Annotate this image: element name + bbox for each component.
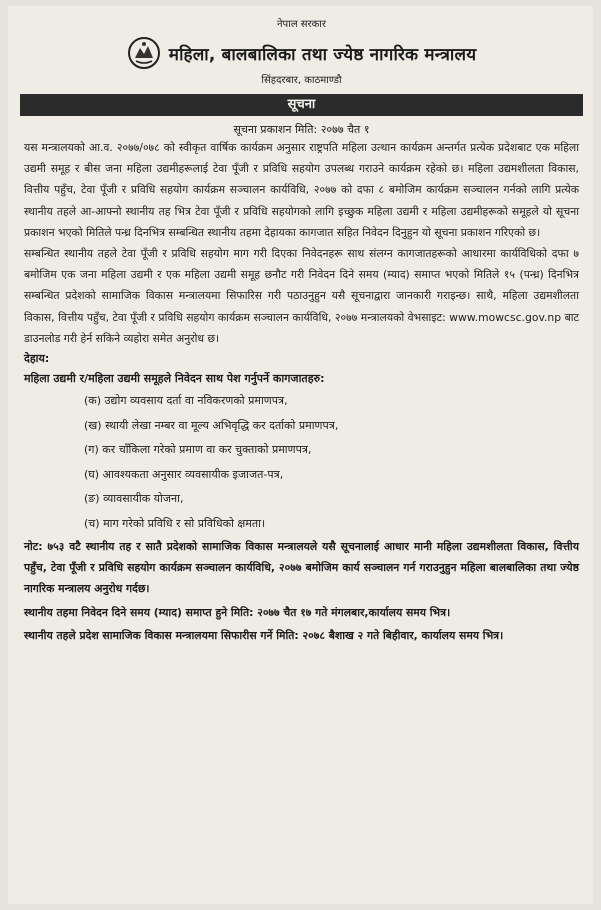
document-item: (ङ) व्यावसायीक योजना,: [84, 492, 184, 506]
ministry-header: [24, 36, 579, 70]
paragraph-recommendation: सम्बन्धित स्थानीय तहले टेवा पूँजी र प्रविधि सहयोग माग गरी दिएका निवेदनहरू साथ संलग्न कागजातहरूको आधारमा कार्यविधिको दफा ७ बमोजिम एक जना महिला उद्यमी र एक महिला उद्यमी समूह छनौट गरी निवेदन दिने समय (म्याद) समाप्त भएको मितिले १५ (पन्ध्र) दिनभित्र सम्बन्धित प्रदेशको सामाजिक विकास मन्त्रालयमा सिफारिस गरी पठाउनुहुन यसै सूचनाद्वारा जानकारी गराइन्छ। साथै, महिला उद्यमशीलता विकास, वित्तीय पहुँच, टेवा पूँजी र प्रविधि सहयोग कार्यक्रम सञ्चालन कार्यविधि, २०७७ मन्त्रालयको वेभसाइट: www.mowcsc.gov.np बाट डाउनलोड गरी हेर्न सकिने व्यहोरा समेत अनुरोध छ।: [24, 247, 579, 345]
document-item: (क) उद्योग व्यवसाय दर्ता वा नविकरणको प्रमाणपत्र,: [84, 394, 288, 408]
note-paragraph: नोट: ७५३ वटै स्थानीय तह र सातै प्रदेशको सामाजिक विकास मन्त्रालयले यसै सूचनालाई आधार मानी महिला उद्यमशीलता विकास, वित्तीय पहुँच, टेवा पूँजी र प्रविधि सहयोग कार्यक्रम सञ्चालन कार्यविधि, २०७७ बमोजिम कार्य सञ्चालन गर्न गराउनुहुन महिला बालबालिका तथा ज्येष्ठ नागरिक मन्त्रालय अनुरोध गर्दछ।: [24, 540, 579, 596]
document-item: (ख) स्थायी लेखा नम्बर वा मूल्य अभिवृद्धि कर दर्ताको प्रमाणपत्र,: [84, 418, 339, 432]
deadline-province: स्थानीय तहले प्रदेश सामाजिक विकास मन्त्रालयमा सिफारीस गर्ने मिति: २०७८ बैशाख २ गते बिहीवार, कार्यालय समय भित्र।: [24, 628, 504, 642]
notice-title: सूचना: [20, 94, 583, 116]
ministry-name: महिला, बालबालिका तथा ज्येष्ठ नागरिक मन्त्रालय: [168, 44, 477, 65]
paragraph-intro: यस मन्त्रालयको आ.व. २०७७/०७८ को स्वीकृत वार्षिक कार्यक्रम अनुसार राष्ट्रपति महिला उत्थान कार्यक्रम अन्तर्गत प्रत्येक प्रदेशबाट एक महिला उद्यमी समूह र बीस जना महिला उद्यमीहरूलाई टेवा पूँजी र प्रविधि सहयोग उपलब्ध गराउने कार्यक्रम रहेको छ। महिला उद्यमशीलता विकास, वित्तीय पहुँच, टेवा पूँजी र प्रविधि सहयोग कार्यक्रम सञ्चालन कार्यविधि, २०७७ को दफा ८ बमोजिम कार्यक्रम सञ्चालन गर्नको लागि प्रत्येक स्थानीय तहले आ-आफ्नो स्थानीय तह भित्र टेवा पूँजी र प्रविधि सहयोगको लागि इच्छुक महिला उद्यमी र महिला उद्यमीहरूको समूहले यो सूचना प्रकाशन भएको मितिले पन्ध्र दिनभित्र सम्बन्धित स्थानीय तहमा देहायका कागजात सहित निवेदन दिनुहुन यो सूचना प्रकाशन गरिएको छ।: [24, 141, 579, 239]
documents-heading: महिला उद्यमी र/महिला उद्यमी समूहले निवेदन साथ पेश गर्नुपर्ने कागजातहरु:: [24, 372, 325, 386]
publish-date: सूचना प्रकाशन मिति: २०७७ चैत १: [233, 123, 370, 136]
document-item: (ग) कर चाँकिला गरेको प्रमाण वा कर चुक्ताको प्रमाणपत्र,: [84, 443, 312, 457]
government-name: नेपाल सरकार: [277, 19, 326, 30]
nepal-emblem-icon: [127, 36, 161, 70]
notice-sheet: [8, 6, 593, 904]
deadline-local: स्थानीय तहमा निवेदन दिने समय (म्याद) समाप्त हुने मिति: २०७७ चैत १७ गते मंगलबार,कार्यालय समय भित्र।: [24, 605, 451, 619]
document-item: (घ) आवश्यकता अनुसार व्यवसायीक इजाजत-पत्र,: [84, 467, 284, 481]
dehaya-label: देहाय:: [24, 352, 50, 366]
ministry-address: सिंहदरबार, काठमाण्डौ: [261, 75, 342, 86]
document-item: (च) माग गरेको प्रविधि र सो प्रविधिको क्षमता।: [84, 516, 266, 530]
documents-list: [24, 389, 579, 536]
